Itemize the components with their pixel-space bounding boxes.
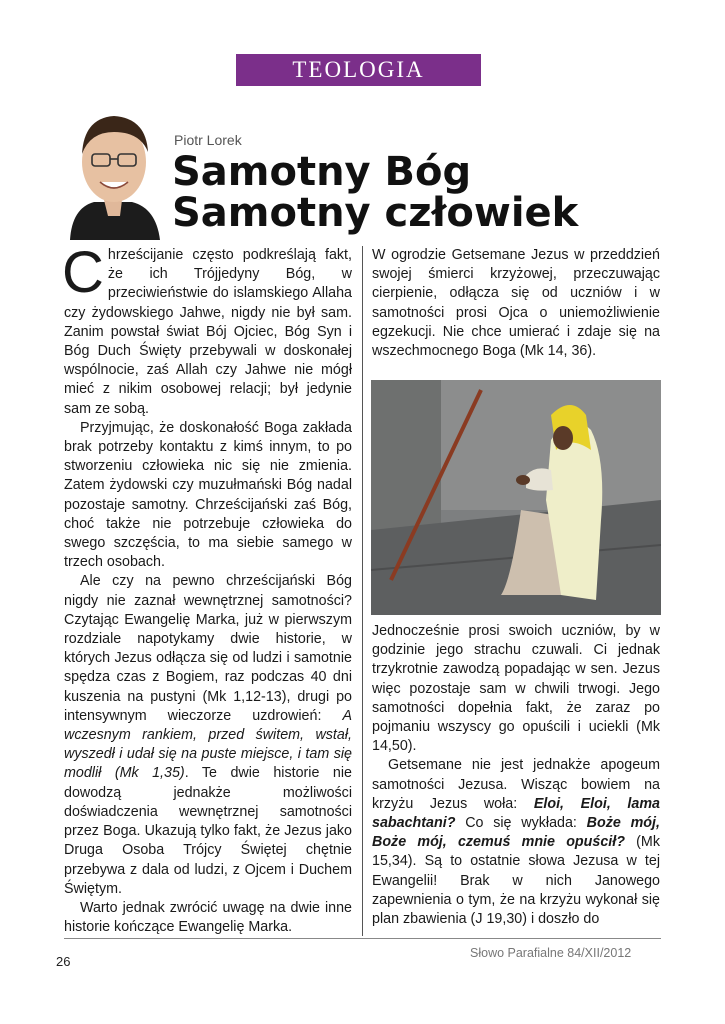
- title-line-1: Samotny Bóg: [172, 149, 472, 195]
- column-divider: [362, 246, 363, 936]
- right-column-bottom: [372, 622, 660, 929]
- paragraph-text: Ale czy na pewno chrześcijański Bóg nigdy nie zaznał wewnętrznej samotności? Czytając Ewangelię Marka, już w pierwszym rozdziale napotykamy dwie historie, w których Jezus odłącza się od ludzi i samotnie spędza czas z Bogiem, raz podczas 40 dni kuszenia na pustyni (Mk 1,12-13), drugi po intensywnym wieczorze uzdrowień:: [64, 573, 352, 724]
- paragraph: Jednocześnie prosi swoich uczniów, by w godzinie jego strachu czuwali. Ci jednak trzykrotnie zawodzą popadając w sen. Jezus więc pozostaje sam w chwili trwogi. Jego samotności dopełnia fakt, że zaraz po pojmaniu wszyscy go opuścili i uciekli (Mk 14,50).: [372, 623, 660, 755]
- paragraph-text: (Mk 15,34). Są to ostatnie słowa Jezusa w tej Ewangelii! Brak w nich Janowego zapewnienia o tym, że na krzyżu wykonał się plan zbawienia (J 19,30) i doszło do: [372, 834, 660, 928]
- page-number: 26: [56, 954, 71, 969]
- paragraph-text: Getsemane nie jest jednakże apogeum samotności Jezusa. Wisząc bowiem na krzyżu Jezus woła:: [372, 757, 660, 812]
- section-banner: TEOLOGIA: [236, 54, 481, 86]
- author-name: Piotr Lorek: [174, 132, 242, 148]
- article-photo: [371, 380, 661, 615]
- article-title: [172, 149, 579, 236]
- title-line-2: Samotny człowiek: [172, 190, 579, 236]
- author-photo: [64, 104, 162, 240]
- paragraph: [64, 572, 352, 898]
- paragraph: Warto jednak zwrócić uwagę na dwie inne historie kończące Ewangelię Marka.: [64, 899, 352, 936]
- paragraph-text: . Te dwie historie nie dowodzą jednakże możliwości doświadczenia wewnętrznej samotności przez Boga. Ukazują tylko fakt, że Jezus jako Druga Osoba Trójcy Świętej chętnie przebywa z dala od ludzi, z Ojcem i Duchem Świętym.: [64, 765, 352, 897]
- paragraph: Przyjmując, że doskonałość Boga zakłada brak potrzeby kontaktu z kimś innym, to po stworzeniu człowieka nic się nie zmienia. Zatem żydowski czy muzułmański Bóg nadal pozostaje samotny. Chrześcijański zaś Bóg, choć także nie potrzebuje człowieka do swego szczęścia, to ma siebie samego w trzech osobach.: [64, 419, 352, 571]
- scripture-quote: Boże mój, Boże mój, czemuś mnie opuścił?: [372, 815, 660, 851]
- right-column-top: [372, 246, 660, 361]
- scripture-quote: Eloi, Eloi, lama sabachtani?: [372, 795, 661, 832]
- footer-rule: [64, 938, 661, 939]
- paragraph: [62, 240, 352, 419]
- publication-info: Słowo Parafialne 84/XII/2012: [470, 946, 632, 960]
- dropcap: C: [62, 240, 104, 305]
- paragraph-text: hrześcijanie często podkreślają fakt, że ich Trójjedyny Bóg, w przeciwieństwie do islamskiego Allaha czy żydowskiego Jahwe, nigdy nie był sam. Zanim powstał świat Bój Ojciec, Bóg Syn i Bóg Duch Święty przebywali w doskonałej wspólnocie, zaś Allah czy Jahwe nie mógł mieć z nikim osobowej relacji; był jedynie sam ze sobą.: [64, 247, 352, 417]
- paragraph: [372, 756, 660, 929]
- scripture-quote: A wczesnym rankiem, przed świtem, wstał, wyszedł i udał się na puste miejsce, i tam się modlił (Mk 1,35): [64, 707, 352, 782]
- paragraph: W ogrodzie Getsemane Jezus w przeddzień swojej śmierci krzyżowej, przeczuwając cierpienie, odłącza się od uczniów i w samotności prosi Ojca o uniemożliwienie egzekucji. Nie chce umierać i zdaje się na wszechmocnego Boga (Mk 14, 36).: [372, 247, 660, 360]
- left-column: [62, 240, 352, 937]
- paragraph-text: Co się wykłada:: [455, 815, 587, 832]
